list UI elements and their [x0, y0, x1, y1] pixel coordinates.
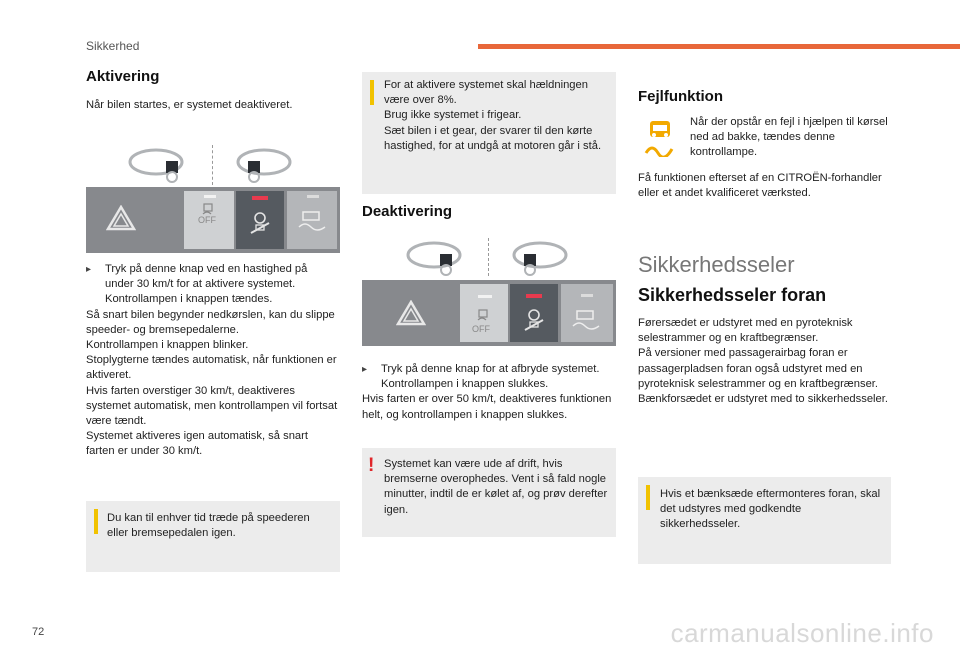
indicator-led-off: [478, 295, 492, 298]
warning-note-brakes: [362, 448, 616, 537]
hill-descent-fault-icon: [642, 117, 678, 162]
subtitle-front-seat-belts: Sikkerhedsseler foran: [638, 285, 827, 305]
heading-malfunction: Fejlfunktion: [638, 88, 723, 105]
button-grip-control[interactable]: [287, 191, 337, 249]
hill-descent-icon: [248, 209, 272, 242]
steering-wheel-right-icon: [224, 143, 292, 187]
note-bench-seat-text: Hvis et bænksæde eftermonteres foran, skal det udstyres med godkendte sikkerhedsseler.: [660, 488, 881, 531]
button-grip-control[interactable]: [561, 284, 613, 342]
illustration-divider: [212, 145, 214, 185]
button-esp-off[interactable]: [184, 191, 234, 249]
seat-belts-para-2: På versioner med passagerairbag foran er passagerpladsen foran også udstyret med en pyroteknisk selestrammer og en kraftbegrænser.: [638, 347, 879, 390]
warning-brakes-text: Systemet kan være ude af drift, hvis bremserne overophedes. Vent i så fald nogle minutter, indtil de er kølet af, og prøv derefter igen.: [384, 458, 608, 516]
steering-wheel-left-icon: [406, 236, 466, 280]
info-note-bench-seat: [638, 477, 891, 564]
bullet-arrow-icon: ▸: [362, 364, 368, 375]
car-skid-off-icon: [476, 308, 492, 327]
title-seat-belts: Sikkerhedsseler: [638, 252, 795, 277]
info-note-pedals: [86, 501, 340, 572]
activation-para-2: Kontrollampen i knappen blinker.: [86, 339, 249, 352]
watermark: carmanualsonline.info: [670, 618, 934, 648]
bullet-arrow-icon: ▸: [86, 264, 92, 275]
activation-para-5: Systemet aktiveres igen automatisk, så snart farten er under 30 km/t.: [86, 430, 308, 458]
malfunction-lamp-text: Når der opstår en fejl i hjælpen til kørsel ned ad bakke, tændes denne kontrollampe.: [690, 116, 888, 159]
hazard-warning-icon: [396, 300, 426, 331]
warning-exclamation-icon: !: [368, 455, 375, 476]
activation-bullet: ▸ Tryk på denne knap ved en hastighed på under 30 km/t for at aktivere systemet. Kontrollampen i knappen tændes.: [86, 263, 308, 306]
heading-activation: Aktivering: [86, 68, 160, 85]
deactivation-body: [362, 362, 618, 423]
button-hill-descent[interactable]: [510, 284, 558, 342]
steering-wheel-right-icon: [498, 236, 568, 280]
steering-wheel-left-icon: [128, 143, 188, 187]
indicator-led-on: [252, 196, 268, 200]
grip-control-icon: [571, 308, 601, 335]
malfunction-para: Få funktionen efterset af en CITROËN-forhandler eller et andet kvalificeret værksted.: [638, 172, 882, 200]
note-line-1: For at aktivere systemet skal hældningen være over 8%.: [384, 79, 588, 107]
header-accent-rule: [478, 44, 960, 49]
dashboard-panel-activation: [86, 187, 340, 253]
seat-belts-para-3: Bænkforsædet er udstyret med to sikkerhedsseler.: [638, 393, 888, 406]
off-label: OFF: [472, 324, 490, 334]
info-bar: [646, 488, 650, 510]
hazard-warning-icon: [106, 205, 136, 236]
page-number: 72: [32, 626, 45, 638]
activation-body: [86, 262, 338, 460]
note-line-2: Brug ikke systemet i frigear.: [384, 109, 522, 122]
hill-descent-icon: [522, 306, 546, 339]
indicator-led-off: [581, 294, 593, 297]
activation-para-4: Hvis farten overstiger 30 km/t, deaktiveres systemet automatisk, men kontrollampen vil fortsat være tændt.: [86, 384, 338, 428]
info-bar: [370, 83, 374, 105]
note-pedals-text: Du kan til enhver tid træde på speederen eller bremsepedalen igen.: [107, 512, 310, 540]
activation-intro: Når bilen startes, er systemet deaktiveret.: [86, 99, 293, 111]
car-skid-off-icon: [201, 202, 217, 221]
illustration-divider: [488, 238, 490, 276]
info-bar: [94, 512, 98, 534]
seat-belts-body: [638, 316, 890, 407]
deactivation-bullet: ▸ Tryk på denne knap for at afbryde systemet. Kontrollampen i knappen slukkes.: [362, 363, 600, 391]
button-esp-off[interactable]: [460, 284, 508, 342]
seat-belts-para-1: Førersædet er udstyret med en pyroteknisk selestrammer og en kraftbegrænser.: [638, 317, 853, 345]
indicator-led-off: [307, 195, 319, 198]
off-label: OFF: [198, 215, 216, 225]
indicator-led-off: [204, 195, 216, 198]
activation-para-3: Stoplygterne tændes automatisk, når funktionen er aktiveret.: [86, 354, 337, 382]
note-line-3: Sæt bilen i et gear, der svarer til den kørte hastighed, for at undgå at motoren går i stå.: [384, 124, 602, 152]
section-label: Sikkerhed: [86, 39, 140, 53]
deactivation-para: Hvis farten er over 50 km/t, deaktiveres funktionen helt, og kontrollampen i knappen slukkes.: [362, 393, 612, 421]
dashboard-panel-deactivation: [362, 280, 616, 346]
indicator-led-on: [526, 294, 542, 298]
button-hill-descent[interactable]: [236, 191, 284, 249]
note-conditions-text: [384, 78, 610, 154]
activation-para-1: Så snart bilen begynder nedkørslen, kan du slippe speeder- og bremsepedalerne.: [86, 308, 335, 336]
info-note-conditions: [362, 72, 616, 194]
heading-deactivation: Deaktivering: [362, 203, 453, 220]
grip-control-icon: [297, 209, 327, 236]
